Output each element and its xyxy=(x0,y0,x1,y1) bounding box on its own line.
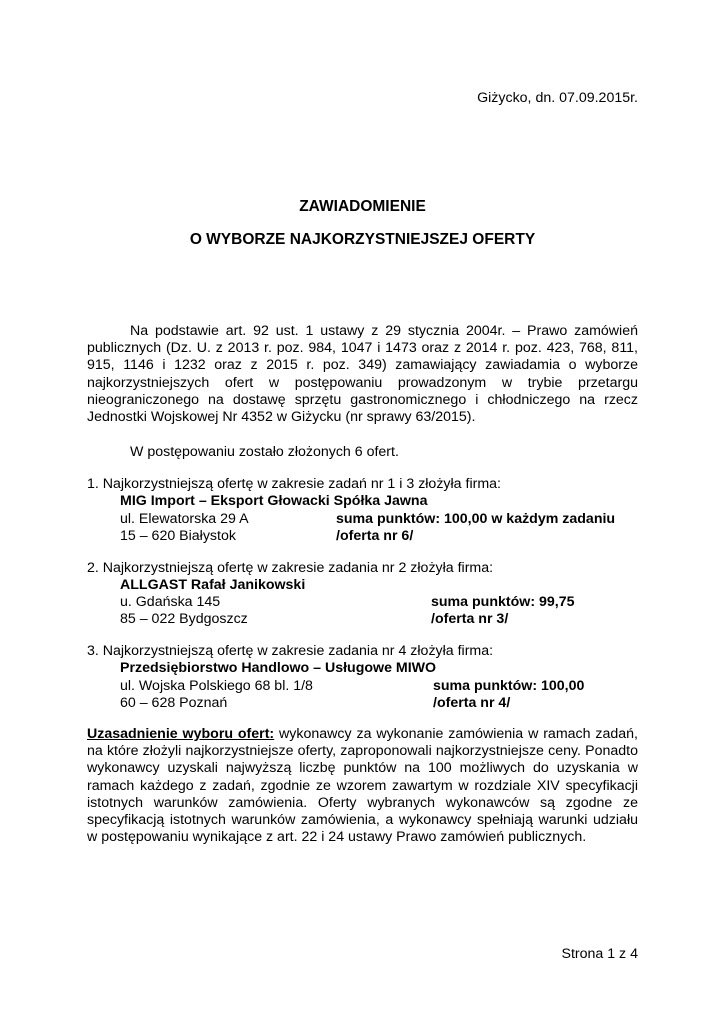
justification-text: wykonawcy za wykonanie zamówienia w ramach zadań, na które złożyli najkorzystniejsze oferty, zaproponowali najkorzystniejsze ceny. Ponadto wykonawcy uzyskali najwyższą liczbę punktów na 100 możliwych do uzyskania w ramach każdego z zadań, zgodnie ze wzorem zawartym w rozdziale XIV specyfikacji istotnych warunków zamówienia. Oferty wybranych wykonawców są zgodne ze specyfikacją istotnych warunków zamówienia, a wykonawcy spełniają warunki udziału w postępowaniu wynikające z art. 22 i 24 ustawy Prawo zamówień publicznych. xyxy=(87,726,638,846)
award-3-company: Przedsiębiorstwo Handlowo – Usługowe MIWO xyxy=(120,660,437,676)
award-2-heading: 2. Najkorzystniejszą ofertę w zakresie zadania nr 2 złożyła firma: xyxy=(87,560,494,576)
offers-submitted: W postępowaniu zostało złożonych 6 ofert. xyxy=(130,444,399,460)
award-1-city: 15 – 620 Białystok xyxy=(120,528,236,544)
place-date: Giżycko, dn. 07.09.2015r. xyxy=(477,90,638,106)
intro-text: Na podstawie art. 92 ust. 1 ustawy z 29 stycznia 2004r. – Prawo zamówień publicznych (Dz. U. z 2013 r. poz. 984, 1047 i 1473 oraz z 2014 r. poz. 423, 768, 811, 915, 1146 i 1232 oraz z 2015 r. poz. 349) zamawiający zawiadamia o wyborze najkorzystniejszych ofert w postępowaniu prowadzonym w trybie przetargu nieograniczonego na dostawę sprzętu gastronomicznego i chłodniczego na rzecz Jednostki Wojskowej Nr 4352 w Giżycku (nr sprawy 63/2015). xyxy=(87,323,638,426)
award-1-heading: 1. Najkorzystniejszą ofertę w zakresie zadań nr 1 i 3 złożyła firma: xyxy=(87,476,501,492)
award-1-points: suma punktów: 100,00 w każdym zadaniu xyxy=(336,511,616,527)
award-3-offer: /oferta nr 4/ xyxy=(433,695,511,711)
document-title: ZAWIADOMIENIE xyxy=(299,198,426,215)
award-3-street: ul. Wojska Polskiego 68 bl. 1/8 xyxy=(120,678,313,694)
award-2-company: ALLGAST Rafał Janikowski xyxy=(120,577,306,593)
justification-paragraph xyxy=(87,726,638,846)
award-2-street: u. Gdańska 145 xyxy=(120,594,221,610)
page-number: Strona 1 z 4 xyxy=(561,946,638,962)
award-2-points: suma punktów: 99,75 xyxy=(431,594,575,610)
intro-paragraph xyxy=(87,323,638,426)
award-3-city: 60 – 628 Poznań xyxy=(120,695,228,711)
award-3-heading: 3. Najkorzystniejszą ofertę w zakresie zadania nr 4 złożyła firma: xyxy=(87,643,494,659)
award-3-points: suma punktów: 100,00 xyxy=(433,678,585,694)
award-2-offer: /oferta nr 3/ xyxy=(431,611,509,627)
award-2-city: 85 – 022 Bydgoszcz xyxy=(120,611,248,627)
justification-label: Uzasadnienie wyboru ofert: xyxy=(87,726,275,742)
document-subtitle: O WYBORZE NAJKORZYSTNIEJSZEJ OFERTY xyxy=(189,231,536,248)
justification-body xyxy=(87,726,638,846)
award-1-street: ul. Elewatorska 29 A xyxy=(120,511,249,527)
award-1-company: MIG Import – Eksport Głowacki Spółka Jawna xyxy=(120,493,428,509)
award-1-offer: /oferta nr 6/ xyxy=(336,528,414,544)
